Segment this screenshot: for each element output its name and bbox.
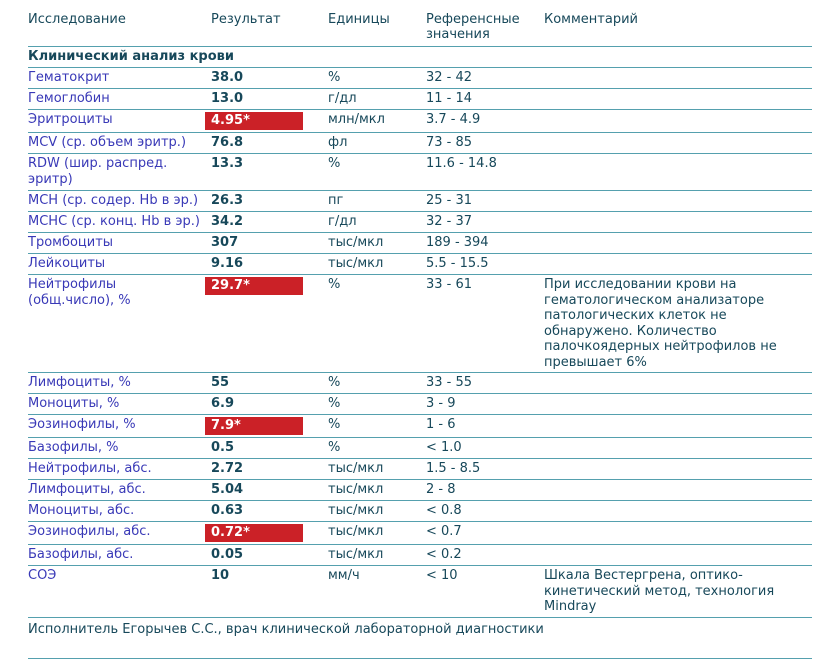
table-row <box>28 415 812 438</box>
reference-range: 73 - 85 <box>426 135 473 150</box>
table-row <box>28 233 812 254</box>
reference-range: < 10 <box>426 568 458 583</box>
result-cell <box>211 277 328 295</box>
result-value-flagged: 0.72* <box>205 524 303 542</box>
table-row <box>28 480 812 501</box>
reference-range: < 0.2 <box>426 547 462 562</box>
result-value: 9.16 <box>211 256 244 271</box>
units: пг <box>328 193 344 208</box>
units: г/дл <box>328 214 357 229</box>
result-value: 34.2 <box>211 214 244 229</box>
reference-range: 32 - 37 <box>426 214 473 229</box>
result-cell <box>211 547 328 563</box>
units: г/дл <box>328 91 357 106</box>
test-name: Эозинофилы, абс. <box>28 524 151 539</box>
result-cell <box>211 396 328 412</box>
bottom-divider <box>28 658 812 659</box>
result-cell <box>211 440 328 456</box>
column-header-reference: Референсные значения <box>426 12 520 42</box>
test-name: Гематокрит <box>28 70 110 85</box>
test-name: Гемоглобин <box>28 91 110 106</box>
result-value: 307 <box>211 235 239 250</box>
result-value: 6.9 <box>211 396 235 411</box>
test-name: Базофилы, абс. <box>28 547 134 562</box>
result-value: 0.5 <box>211 440 235 455</box>
reference-range: < 1.0 <box>426 440 462 455</box>
results-table-body <box>28 68 812 618</box>
executor-line: Исполнитель Егорычев С.С., врач клинической лабораторной диагностики <box>28 621 544 637</box>
units: % <box>328 396 341 411</box>
reference-range: 1 - 6 <box>426 417 456 432</box>
result-cell <box>211 193 328 209</box>
section-title: Клинический анализ крови <box>28 49 234 64</box>
result-cell <box>211 503 328 519</box>
units: тыс/мкл <box>328 482 384 497</box>
test-name: Нейтрофилы (общ.число), % <box>28 277 131 308</box>
result-value-flagged: 7.9* <box>205 417 303 435</box>
units: % <box>328 277 341 292</box>
table-row <box>28 394 812 415</box>
units: мм/ч <box>328 568 360 583</box>
test-name: Нейтрофилы, абс. <box>28 461 152 476</box>
test-name: Лимфоциты, абс. <box>28 482 146 497</box>
result-cell <box>211 417 328 435</box>
result-cell <box>211 70 328 86</box>
result-cell <box>211 156 328 172</box>
table-row <box>28 522 812 545</box>
test-name: Моноциты, абс. <box>28 503 135 518</box>
table-row <box>28 89 812 110</box>
reference-range: 5.5 - 15.5 <box>426 256 489 271</box>
test-name: MCH (ср. содер. Hb в эр.) <box>28 193 199 208</box>
units: тыс/мкл <box>328 235 384 250</box>
result-value-flagged: 4.95* <box>205 112 303 130</box>
test-name: СОЭ <box>28 568 57 583</box>
units: % <box>328 156 341 171</box>
test-name: Лейкоциты <box>28 256 106 271</box>
table-row <box>28 459 812 480</box>
reference-range: 32 - 42 <box>426 70 473 85</box>
result-value: 26.3 <box>211 193 244 208</box>
result-value: 10 <box>211 568 230 583</box>
table-row <box>28 438 812 459</box>
units: % <box>328 440 341 455</box>
units: тыс/мкл <box>328 524 384 539</box>
result-cell <box>211 214 328 230</box>
table-row <box>28 373 812 394</box>
result-value: 13.0 <box>211 91 244 106</box>
comment: При исследовании крови на гематологическом анализаторе патологических клеток не обнаружено. Количество палочкоядерных нейтрофилов не превышает 6% <box>544 277 777 370</box>
table-row <box>28 110 812 133</box>
result-value: 0.05 <box>211 547 244 562</box>
result-value: 55 <box>211 375 230 390</box>
column-header-units: Единицы <box>328 12 390 27</box>
result-cell <box>211 112 328 130</box>
reference-range: 33 - 61 <box>426 277 473 292</box>
table-row <box>28 545 812 566</box>
test-name: MCV (ср. объем эритр.) <box>28 135 187 150</box>
result-cell <box>211 256 328 272</box>
result-value: 38.0 <box>211 70 244 85</box>
reference-range: < 0.8 <box>426 503 462 518</box>
table-row <box>28 254 812 275</box>
section-header <box>28 47 812 68</box>
test-name: Базофилы, % <box>28 440 119 455</box>
units: % <box>328 375 341 390</box>
result-cell <box>211 568 328 584</box>
table-row <box>28 275 812 373</box>
reference-range: 25 - 31 <box>426 193 473 208</box>
table-row <box>28 68 812 89</box>
table-row <box>28 566 812 618</box>
test-name: Тромбоциты <box>28 235 114 250</box>
column-header-study: Исследование <box>28 12 126 27</box>
test-name: Эозинофилы, % <box>28 417 136 432</box>
result-cell <box>211 524 328 542</box>
table-row <box>28 133 812 154</box>
units: % <box>328 70 341 85</box>
reference-range: 3 - 9 <box>426 396 456 411</box>
result-value: 76.8 <box>211 135 244 150</box>
result-cell <box>211 461 328 477</box>
result-value-flagged: 29.7* <box>205 277 303 295</box>
units: фл <box>328 135 348 150</box>
test-name: Моноциты, % <box>28 396 120 411</box>
units: % <box>328 417 341 432</box>
column-header-comment: Комментарий <box>544 12 638 27</box>
result-cell <box>211 375 328 391</box>
test-name: RDW (шир. распред. эритр) <box>28 156 168 187</box>
table-row <box>28 212 812 233</box>
table-row <box>28 191 812 212</box>
reference-range: 189 - 394 <box>426 235 489 250</box>
result-value: 5.04 <box>211 482 244 497</box>
test-name: Лимфоциты, % <box>28 375 131 390</box>
table-header-row <box>28 10 812 47</box>
reference-range: 2 - 8 <box>426 482 456 497</box>
result-cell <box>211 482 328 498</box>
units: млн/мкл <box>328 112 385 127</box>
units: тыс/мкл <box>328 256 384 271</box>
units: тыс/мкл <box>328 461 384 476</box>
result-cell <box>211 91 328 107</box>
units: тыс/мкл <box>328 503 384 518</box>
test-name: MCHC (ср. конц. Hb в эр.) <box>28 214 200 229</box>
reference-range: 33 - 55 <box>426 375 473 390</box>
reference-range: < 0.7 <box>426 524 462 539</box>
units: тыс/мкл <box>328 547 384 562</box>
result-cell <box>211 235 328 251</box>
test-name: Эритроциты <box>28 112 113 127</box>
reference-range: 11.6 - 14.8 <box>426 156 497 171</box>
reference-range: 11 - 14 <box>426 91 473 106</box>
table-row <box>28 154 812 191</box>
result-value: 0.63 <box>211 503 244 518</box>
comment: Шкала Вестергрена, оптико-кинетический метод, технология Mindray <box>544 568 775 614</box>
reference-range: 1.5 - 8.5 <box>426 461 481 476</box>
result-value: 13.3 <box>211 156 244 171</box>
result-value: 2.72 <box>211 461 244 476</box>
column-header-result: Результат <box>211 12 281 27</box>
result-cell <box>211 135 328 151</box>
reference-range: 3.7 - 4.9 <box>426 112 481 127</box>
table-row <box>28 501 812 522</box>
